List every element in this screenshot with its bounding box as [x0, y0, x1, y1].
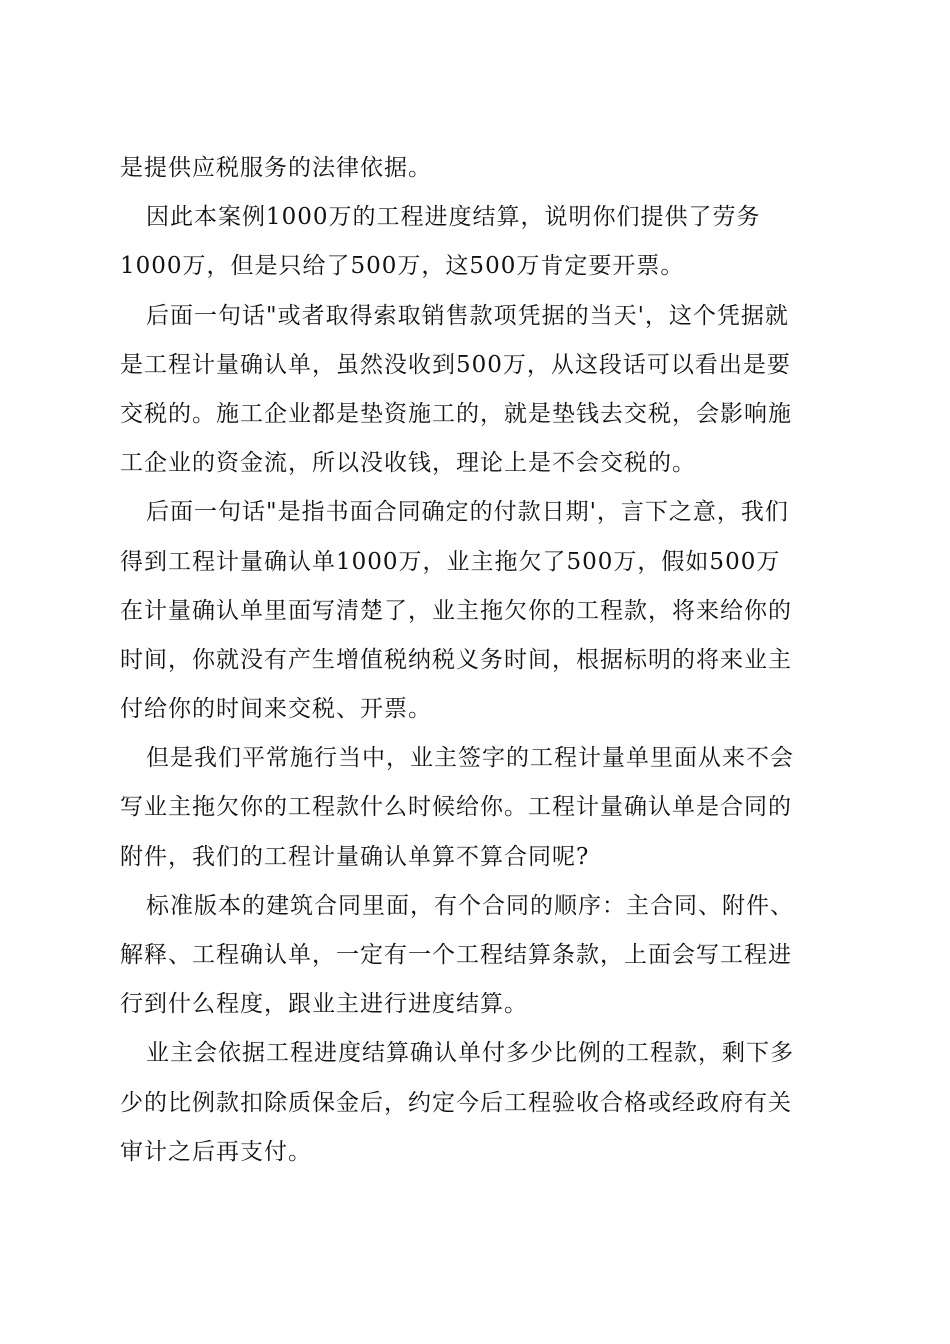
paragraph-start-line: 标准版本的建筑合同里面，有个合同的顺序：主合同、附件、	[146, 892, 794, 919]
paragraph-start-line: 但是我们平常施行当中，业主签字的工程计量单里面从来不会	[146, 745, 794, 772]
text-line: 时间，你就没有产生增值税纳税义务时间，根据标明的将来业主	[120, 646, 792, 673]
paragraph-start-line: 后面一句话"或者取得索取销售款项凭据的当天'，这个凭据就	[146, 302, 789, 329]
text-line: 审计之后再支付。	[120, 1138, 312, 1165]
text-line: 附件，我们的工程计量确认单算不算合同呢?	[120, 843, 590, 870]
text-line: 1000万，但是只给了500万，这500万肯定要开票。	[120, 253, 685, 280]
text-line: 在计量确认单里面写清楚了，业主拖欠你的工程款，将来给你的	[120, 597, 792, 624]
text-line: 解释、工程确认单，一定有一个工程结算条款，上面会写工程进	[120, 942, 792, 968]
text-line: 少的比例款扣除质保金后，约定今后工程验收合格或经政府有关	[120, 1089, 792, 1116]
text-line: 是工程计量确认单，虽然没收到500万，从这段话可以看出是要	[120, 351, 791, 378]
document-body	[120, 144, 834, 1177]
text-line: 是提供应税服务的法律依据。	[120, 155, 432, 181]
paragraph-start-line: 后面一句话"是指书面合同确定的付款日期'，言下之意，我们	[146, 499, 789, 526]
text-line: 交税的。施工企业都是垫资施工的，就是垫钱去交税，会影响施	[120, 400, 792, 427]
text-line: 工企业的资金流，所以没收钱，理论上是不会交税的。	[120, 450, 696, 477]
text-line: 写业主拖欠你的工程款什么时候给你。工程计量确认单是合同的	[120, 794, 792, 821]
text-line: 得到工程计量确认单1000万，业主拖欠了500万，假如500万	[120, 548, 781, 575]
text-line: 付给你的时间来交税、开票。	[120, 696, 432, 723]
paragraph-start-line: 业主会依据工程进度结算确认单付多少比例的工程款，剩下多	[146, 1040, 794, 1067]
text-line: 行到什么程度，跟业主进行进度结算。	[120, 991, 528, 1018]
paragraph-start-line: 因此本案例1000万的工程进度结算，说明你们提供了劳务	[146, 204, 761, 231]
